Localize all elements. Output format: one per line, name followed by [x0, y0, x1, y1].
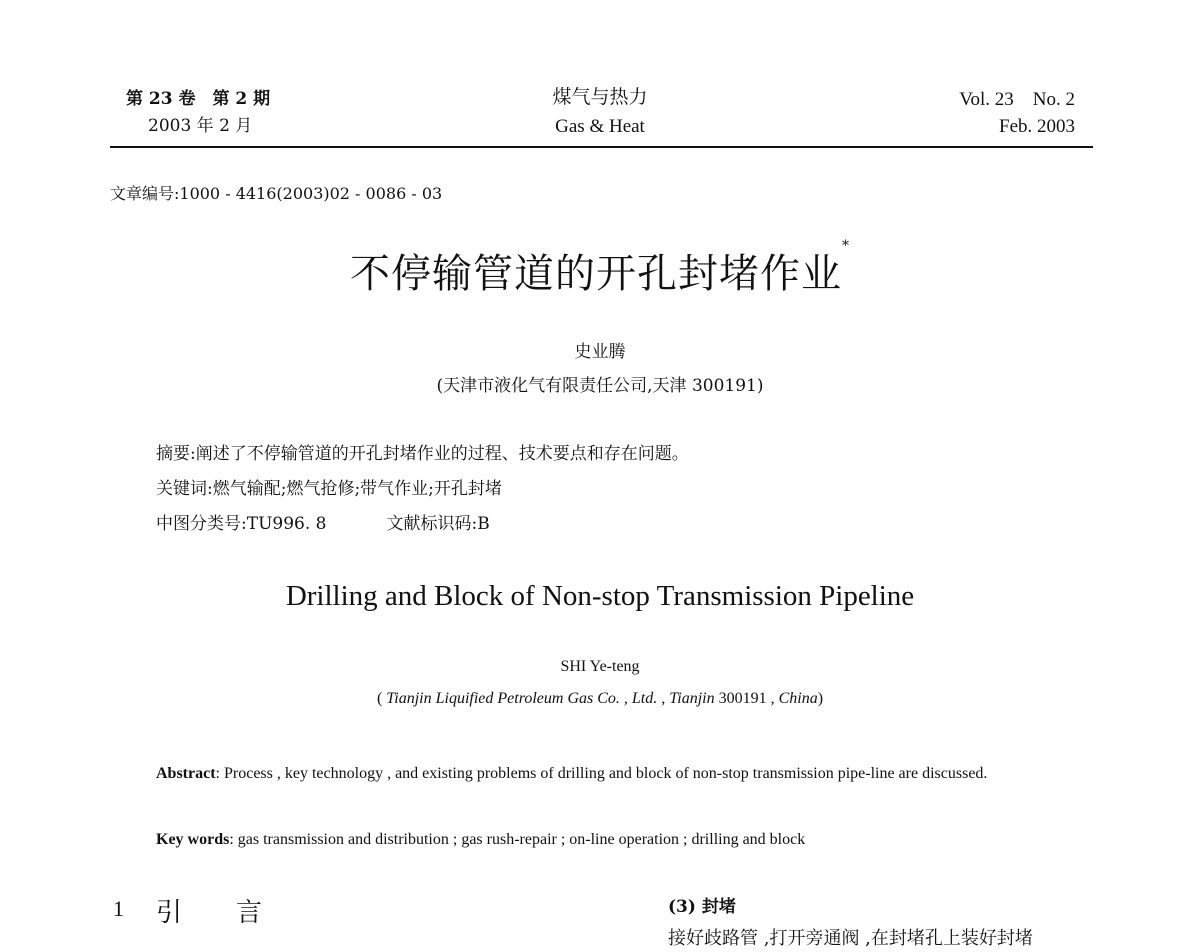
author-en: SHI Ye-teng [560, 658, 640, 675]
abstract-text: : Process , key technology , and existing problems of drilling and block of non-stop transmission pipe-line are discussed. [215, 765, 988, 782]
title-text: 不停输管道的开孔封堵作业 [350, 251, 842, 297]
page-title-cn [0, 238, 1200, 299]
affiliation-country: China [778, 690, 818, 707]
body-text-line: 接好歧路管 ,打开旁通阀 ,在封堵孔上装好封堵 [668, 928, 1033, 949]
affiliation-org: Tianjin Liquified Petroleum Gas Co. , Ltd. , Tianjin [386, 690, 715, 707]
article-id: 文章编号:1000 - 4416(2003)02 - 0086 - 03 [110, 184, 443, 203]
document-code: 文献标识码:B [386, 514, 490, 534]
section-title: 引言 [156, 898, 317, 928]
subheading: (3) 封堵 [668, 897, 736, 917]
date-cn: 2003 年 2 月 [148, 116, 253, 136]
journal-name-en: Gas & Heat [555, 116, 645, 137]
classification-number: 中图分类号:TU996. 8 [156, 514, 327, 534]
classification-row [156, 509, 490, 534]
header-right [900, 86, 1075, 140]
title-footnote-mark: * [842, 238, 850, 254]
abstract-label: Abstract [156, 765, 216, 782]
date-en: Feb. 2003 [999, 116, 1075, 137]
keywords-label: Key words [156, 831, 230, 848]
affiliation-cn: (天津市液化气有限责任公司,天津 300191) [436, 376, 764, 396]
keywords-cn: 关键词:燃气输配;燃气抢修;带气作业;开孔封堵 [156, 479, 502, 499]
abstract-en [156, 758, 1091, 790]
volume-issue: 第 23 卷 第 2 期 [126, 89, 271, 109]
header-rule [110, 146, 1093, 148]
abstract-cn: 摘要:阐述了不停输管道的开孔封堵作业的过程、技术要点和存在问题。 [156, 444, 689, 464]
keywords-text: : gas transmission and distribution ; gas rush-repair ; on-line operation ; drilling and block [229, 831, 806, 848]
page-title-en: Drilling and Block of Non-stop Transmission Pipeline [285, 580, 915, 612]
author-cn: 史业腾 [574, 342, 626, 362]
journal-name-cn: 煤气与热力 [552, 86, 648, 108]
keywords-en [156, 824, 1091, 856]
affiliation-zip: 300191 , [714, 690, 779, 707]
affiliation-en: ( Tianjin Liquified Petroleum Gas Co. , Ltd. , Tianjin 300191 , China) [376, 690, 824, 707]
section-number: 1 [113, 896, 124, 921]
volume-issue-en: Vol. 23 No. 2 [959, 89, 1075, 110]
